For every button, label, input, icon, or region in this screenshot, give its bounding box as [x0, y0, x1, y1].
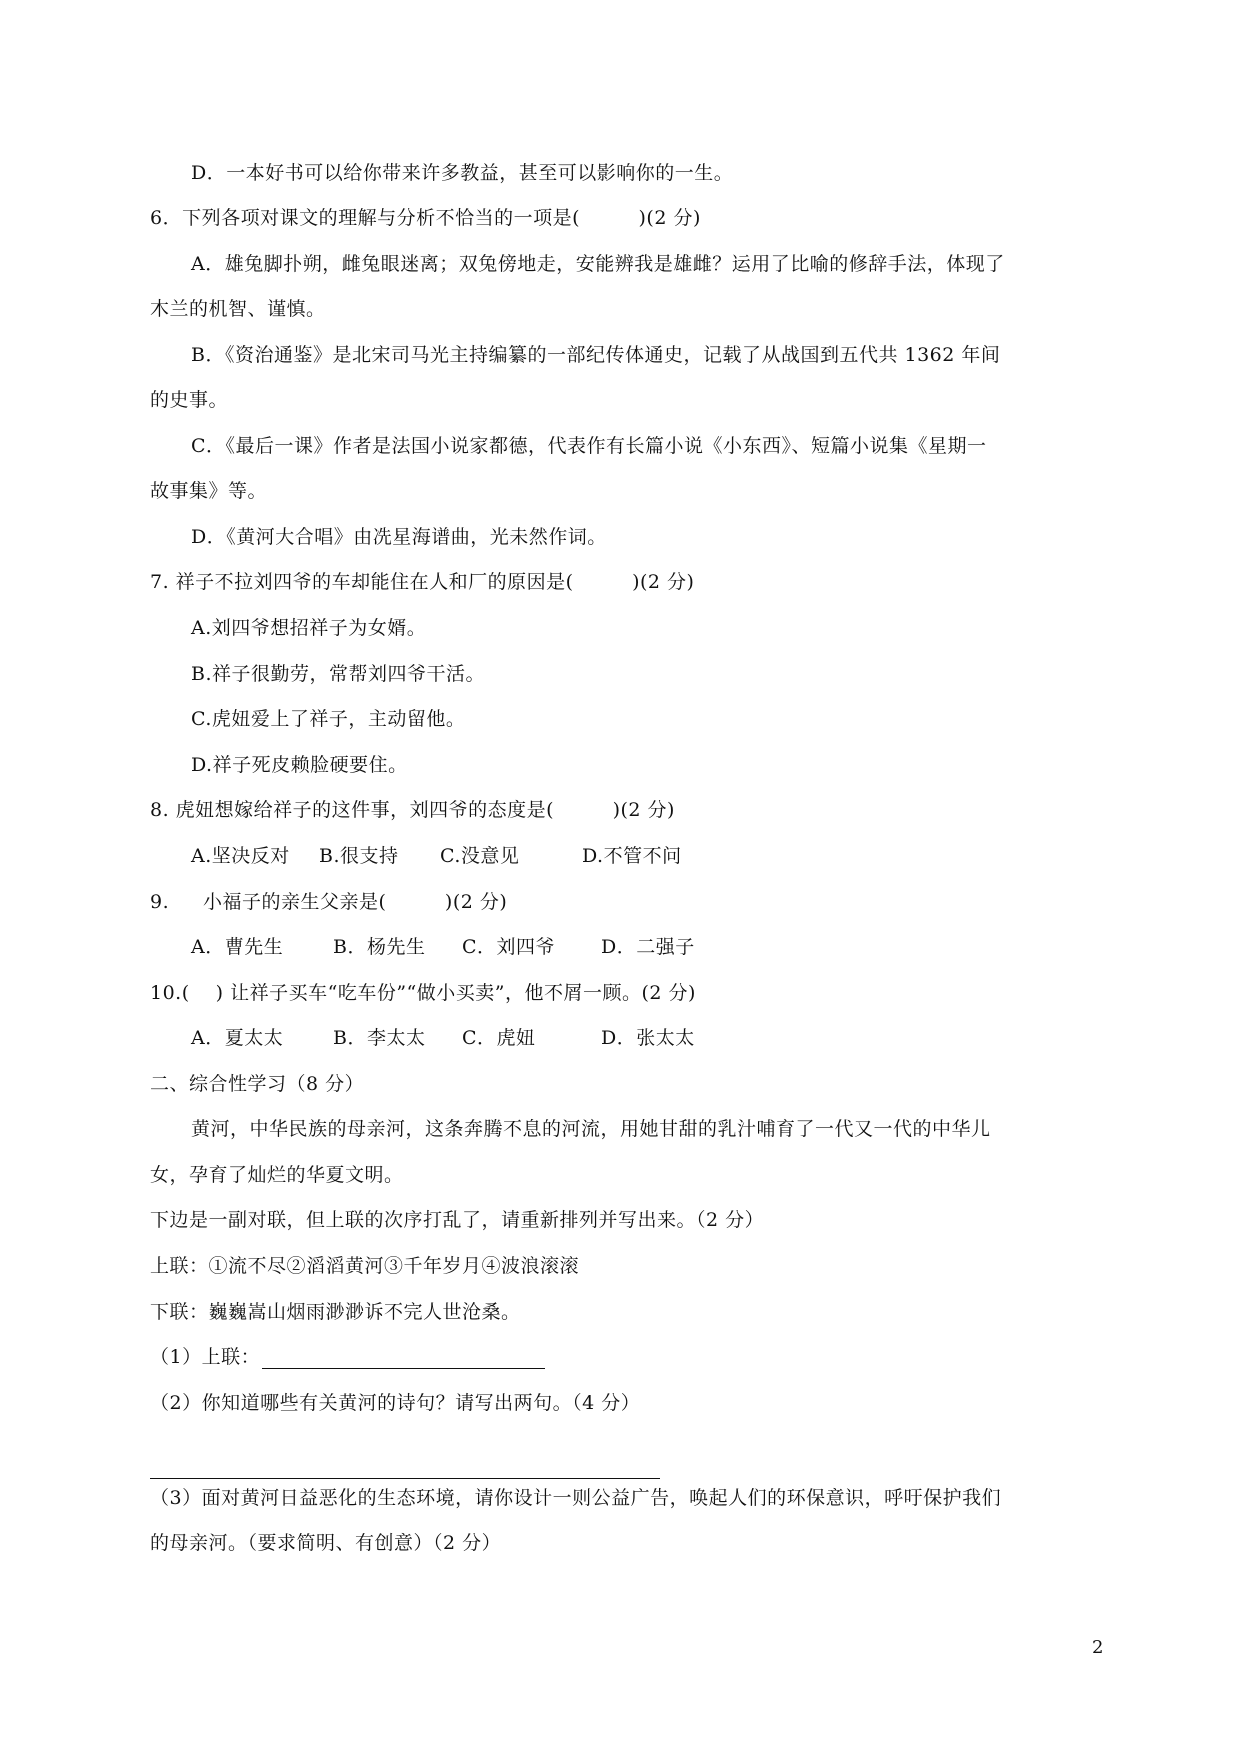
q8-option-c: C.没意见: [440, 845, 520, 867]
q6-option-a-line2: 木兰的机智、谨慎。: [150, 298, 326, 320]
q9-option-a: A．曹先生: [191, 936, 284, 958]
q6-option-b-line1: B．《资治通鉴》是北宋司马光主持编纂的一部纪传体通史，记载了从战国到五代共 1362 年间: [191, 344, 1001, 366]
q10-option-a: A．夏太太: [191, 1027, 284, 1049]
q9-option-c: C．刘四爷: [462, 936, 556, 958]
q7-option-d: D.祥子死皮赖脸硬要住。: [191, 754, 408, 776]
question-8: 8. 虎妞想嫁给祥子的这件事，刘四爷的态度是( )(2 分): [150, 799, 675, 821]
intro-paragraph-line1: 黄河，中华民族的母亲河，这条奔腾不息的河流，用她甘甜的乳汁哺育了一代又一代的中华儿: [191, 1118, 991, 1140]
q7-option-a: A.刘四爷想招祥子为女婿。: [191, 617, 427, 639]
subquestion-3-line2: 的母亲河。（要求简明、有创意）（2 分）: [150, 1532, 502, 1554]
q10-option-c: C．虎妞: [462, 1027, 536, 1049]
q6-option-c-line2: 故事集》等。: [150, 480, 268, 502]
intro-paragraph-line2: 女，孕育了灿烂的华夏文明。: [150, 1164, 404, 1186]
q6-option-d: D．《黄河大合唱》由冼星海谱曲，光未然作词。: [191, 526, 607, 548]
subquestion-3-line1: （3）面对黄河日益恶化的生态环境，请你设计一则公益广告，唤起人们的环保意识，呼吁保护我们: [150, 1487, 1002, 1509]
question-9: 小福子的亲生父亲是( )(2 分): [203, 891, 508, 913]
q10-option-d: D．张太太: [601, 1027, 695, 1049]
q9-number: 9.: [150, 891, 170, 913]
q10-option-b: B．李太太: [333, 1027, 426, 1049]
section-2-heading: 二、综合性学习（8 分）: [150, 1073, 365, 1095]
q9-option-d: D．二强子: [601, 936, 695, 958]
q8-option-b: B.很支持: [319, 845, 399, 867]
q9-option-b: B．杨先生: [333, 936, 426, 958]
couplet-upper: 上联：①流不尽②滔滔黄河③千年岁月④波浪滚滚: [150, 1255, 580, 1277]
answer-line-2[interactable]: [150, 1478, 660, 1479]
q8-option-d: D.不管不问: [582, 845, 682, 867]
subquestion-1-label: （1）上联：: [150, 1346, 261, 1368]
subquestion-1: [150, 1345, 545, 1369]
page-number: 2: [1092, 1637, 1104, 1658]
couplet-task: 下边是一副对联，但上联的次序打乱了，请重新排列并写出来。（2 分）: [150, 1209, 765, 1231]
question-7: 7. 祥子不拉刘四爷的车却能住在人和厂的原因是( )(2 分): [150, 571, 695, 593]
question-10: 10.( ) 让祥子买车“吃车份”“做小买卖”，他不屑一顾。(2 分): [150, 982, 696, 1004]
q5-option-d: D．一本好书可以给你带来许多教益，甚至可以影响你的一生。: [191, 162, 734, 184]
q6-option-a-line1: A．雄兔脚扑朔，雌兔眼迷离；双兔傍地走，安能辨我是雄雌？运用了比喻的修辞手法，体现了: [191, 253, 1005, 275]
question-6: 6．下列各项对课文的理解与分析不恰当的一项是( )(2 分): [150, 207, 701, 229]
subquestion-2: （2）你知道哪些有关黄河的诗句？请写出两句。（4 分）: [150, 1392, 641, 1414]
q7-option-b: B.祥子很勤劳，常帮刘四爷干活。: [191, 663, 486, 685]
couplet-lower: 下联：巍巍嵩山烟雨渺渺诉不完人世沧桑。: [150, 1301, 521, 1323]
q8-option-a: A.坚决反对: [191, 845, 290, 867]
q6-option-c-line1: C．《最后一课》作者是法国小说家都德，代表作有长篇小说《小东西》、短篇小说集《星期一: [191, 435, 987, 457]
answer-blank-1[interactable]: [262, 1350, 545, 1369]
q7-option-c: C.虎妞爱上了祥子，主动留他。: [191, 708, 466, 730]
q6-option-b-line2: 的史事。: [150, 389, 229, 411]
